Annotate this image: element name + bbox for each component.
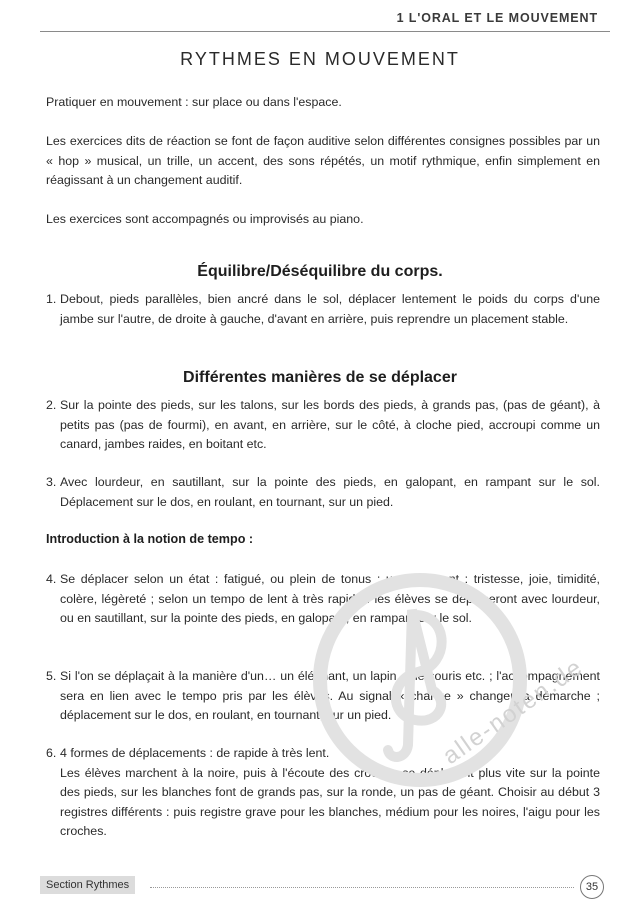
item-text: Avec lourdeur, en sautillant, sur la pointe des pieds, en galopant, en rampant sur le sol. Déplacement sur le dos, en roulant, en tournant, sur un pied. <box>60 475 600 509</box>
item-number: 3. <box>46 475 57 489</box>
item-lead: 4 formes de déplacements : de rapide à très lent. <box>60 746 330 760</box>
watermark-text: alle-noten.de <box>437 653 589 770</box>
list-item <box>46 667 600 726</box>
chapter-header <box>40 10 610 32</box>
footer-section-label: Section Rythmes <box>40 876 135 894</box>
list-item <box>46 570 600 629</box>
chapter-title: 1 L'ORAL ET LE MOUVEMENT <box>396 11 598 25</box>
section-heading-tempo: Introduction à la notion de tempo : <box>46 532 254 546</box>
list-item <box>46 290 600 329</box>
page-footer <box>40 876 610 898</box>
item-text <box>46 744 600 842</box>
section-heading-balance: Équilibre/Déséquilibre du corps. <box>197 263 443 280</box>
page-title: RYTHMES EN MOUVEMENT <box>180 49 460 69</box>
header-rule <box>40 31 610 32</box>
item-number: 5. <box>46 669 57 683</box>
item-text: Sur la pointe des pieds, sur les talons, sur les bords des pieds, à grands pas, (pas de géant), à petits pas (pas de fourmi), en avant, en arrière, sur le côté, à cloche pied, accroupi comme un canard, jambes raides, en boitant etc. <box>60 398 600 451</box>
footer-dotted-rule <box>150 887 574 888</box>
item-number: 2. <box>46 398 57 412</box>
item-number: 6. <box>46 746 57 760</box>
item-text: Si l'on se déplaçait à la manière d'un… un éléphant, un lapin, une souris etc. ; l'accompagnement sera en lien avec le tempo pris par les élèves. Au signal « change » changer la démarche ; déplacement sur le dos, en roulant, en tournant, sur un pied. <box>60 669 600 722</box>
item-body: Les élèves marchent à la noire, puis à l'écoute des croches se déplacent plus vite sur la pointe des pieds, sur les blanches font de grands pas, sur la ronde, un pas de géant. Choisir au début 3 registres différents : puis registre grave pour les blanches, médium pour les noires, l'aigu pour les croches. <box>60 765 600 838</box>
list-item <box>46 396 600 455</box>
intro-paragraph-1: Pratiquer en mouvement : sur place ou dans l'espace. <box>46 95 342 109</box>
intro-paragraph-2: Les exercices dits de réaction se font de façon auditive selon différentes consignes possibles par un « hop » musical, un trille, un accent, des sons répétés, un motif rythmique, enfin simplement en réagissant à un changement auditif. <box>46 134 600 187</box>
item-number: 1. <box>46 292 57 306</box>
list-item <box>46 744 600 842</box>
page-number: 35 <box>580 875 604 899</box>
list-item <box>46 473 600 512</box>
section-heading-movement: Différentes manières de se déplacer <box>183 369 457 386</box>
intro-paragraph-3: Les exercices sont accompagnés ou improvisés au piano. <box>46 212 364 226</box>
item-text: Debout, pieds parallèles, bien ancré dans le sol, déplacer lentement le poids du corps d'une jambe sur l'autre, de droite à gauche, d'avant en arrière, puis reprendre un placement stable. <box>60 292 600 326</box>
item-text: Se déplacer selon un état : fatigué, ou plein de tonus ; un sentiment : tristesse, joie, timidité, colère, légèreté ; selon un tempo de lent à très rapide : les élèves se déplaceront avec lourdeur, ou en sautillant, sur la pointe des pieds, en galopant, en rampant sur le sol. <box>60 572 600 625</box>
item-number: 4. <box>46 572 57 586</box>
